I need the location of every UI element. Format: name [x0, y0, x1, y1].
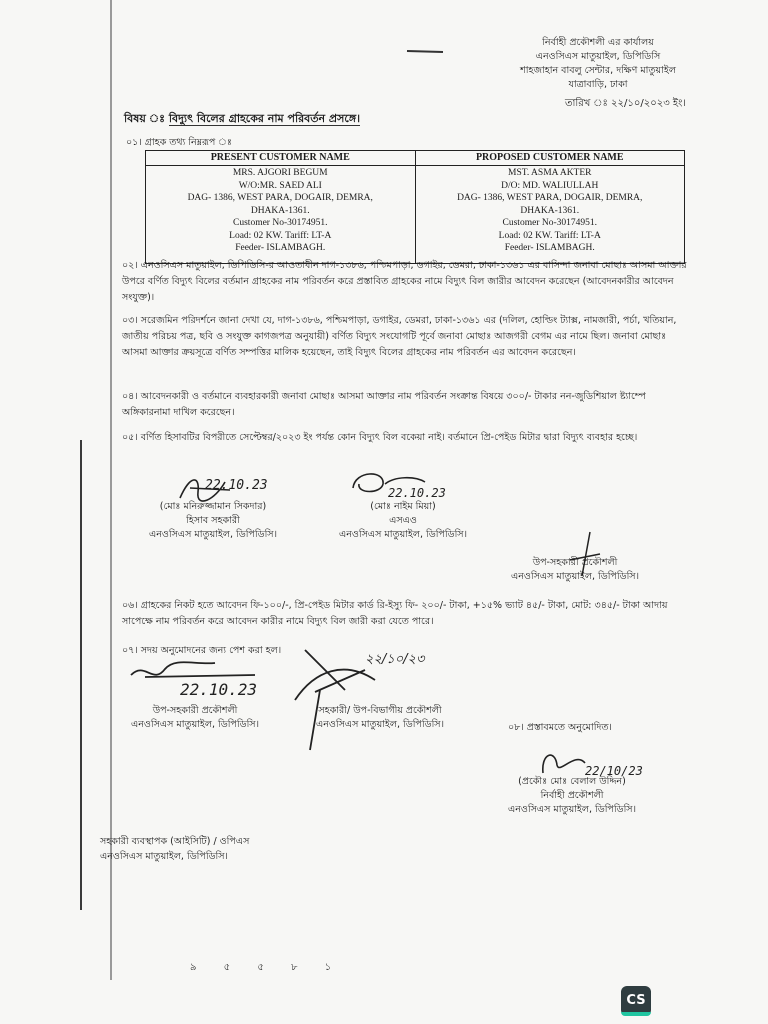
proposed-line: DAG- 1386, WEST PARA, DOGAIR, DEMRA, — [457, 193, 643, 203]
present-customer-cell — [146, 166, 416, 264]
signature-3-title: উপ-সহকারী প্রকৌশলী — [532, 557, 618, 568]
signature-1-date: 22.10.23 — [205, 478, 268, 493]
signature-6-org: এনওসিএস মাতুয়াইল, ডিপিডিসি। — [508, 804, 636, 815]
proposed-line: DHAKA-1361. — [520, 205, 580, 216]
signature-5-title: সহকারী/ উপ-বিভাগীয় প্রকৌশলী — [318, 705, 442, 716]
cc-block — [100, 834, 249, 864]
present-line: Customer No-30174951. — [233, 218, 328, 228]
signature-6-block — [492, 775, 652, 817]
signature-5-org: এনওসিএস মাতুয়াইল, ডিপিডিসি। — [316, 719, 444, 730]
proposed-line: D/O: MD. WALIULLAH — [501, 180, 599, 191]
cc-org: এনওসিএস মাতুয়াইল, ডিপিডিসি। — [100, 851, 228, 862]
signature-2-org: এনওসিএস মাতুয়াইল, ডিপিডিসি। — [339, 529, 467, 540]
proposed-header: PROPOSED CUSTOMER NAME — [415, 151, 685, 166]
left-margin-line — [110, 0, 112, 980]
signature-3-org: এনওসিএস মাতুয়াইল, ডিপিডিসি। — [511, 571, 639, 582]
paragraph-2: ০২। এনওসিএস মাতুয়াইল, ডিপিডিসি-র আওতাধীন দাগ-১৩৮৬, পশ্চিমপাড়া, ডগাইর, ডেমরা, ঢাকা-১৩৬১ এর বাসিন্দা জনাবা মোছাঃ আসমা আক্তার উপরে বর্ণিত বিদ্যুৎ বিলের বর্তমান গ্রাহকের নাম পরিবর্তন করে প্রস্তাবিত গ্রাহকের নামে বিদ্যুৎ বিল জারীর আবেদন করেছেন (আবেদনকারীর আবেদন সংযুক্ত)। — [122, 260, 687, 303]
signature-2-block — [318, 500, 488, 542]
present-line: W/O:MR. SAED ALI — [238, 180, 322, 191]
subject-line — [124, 110, 360, 129]
present-line: Feeder- ISLAMBAGH. — [235, 243, 326, 253]
paragraph-6: ০৬। গ্রাহকের নিকট হতে আবেদন ফি-১০০/-, প্রি-পেইড মিটার কার্ড রি-ইস্যু ফি- ২০০/- টাকা, +১৫% ভ্যাট ৪৫/- টাকা, মোট: ৩৪৫/- টাকা আদায় সাপেক্ষে নাম পরিবর্তন করে আবেদন কারীর নামে বিদ্যুৎ বিল জারী করা যেতে পারে। — [122, 600, 668, 627]
signature-4-title: উপ-সহকারী প্রকৌশলী — [152, 705, 238, 716]
camscanner-badge-icon: CS — [621, 986, 651, 1016]
subject-prefix: বিষয় ঃ — [124, 112, 166, 125]
signature-2-title: এসএও — [389, 515, 417, 526]
signature-5-date: ২২/১০/২৩ — [365, 652, 425, 667]
office-address-1: শাহজাহান বাবলু সেন্টার, দক্ষিণ মাতুয়াইল — [520, 65, 676, 76]
signature-4-org: এনওসিএস মাতুয়াইল, ডিপিডিসি। — [131, 719, 259, 730]
item-1-label: ০১। গ্রাহক তথ্য নিম্নরূপ ঃ — [126, 137, 232, 148]
signature-1-title: হিসাব সহকারী — [186, 515, 240, 526]
signature-4-block — [110, 704, 280, 732]
signature-1-block — [128, 500, 298, 542]
cc-title: সহকারী ব্যবস্থাপক (আইসিটি) / ওপিএস — [100, 836, 250, 847]
paragraph-7: ০৭। সদয় অনুমোদনের জন্য পেশ করা হল। — [122, 645, 282, 656]
signature-3-block — [490, 556, 660, 584]
paragraph-3: ০৩। সরেজমিন পরিদর্শনে জানা দেখা যে, দাগ-১৩৮৬, পশ্চিমপাড়া, ডগাইর, ডেমরা, ঢাকা-১৩৬১ এর (দলিল, হোল্ডিং ট্যাক্স, নামজারী, পর্চা, খতিয়ান, জাতীয় পরিচয় পত্র, ছবি ও সংযুক্ত কাগজপত্র অনুযায়ী) বর্ণিত বিদ্যুৎ সংযোগটি পূর্বে জনাবা মোছাঃ আজগরী বেগম এর নামে ছিল। জনাবা মোছাঃ আসমা আক্তার ক্রয়সূত্রে বর্ণিত সম্পত্তির মালিক হয়েছেন, তাই বিদ্যুৎ বিলের গ্রাহকের নাম পরিবর্তন এর আবেদন করেছেন। — [122, 315, 677, 358]
pen-mark-icon — [405, 46, 445, 56]
present-line: Load: 02 KW. Tariff: LT-A — [229, 230, 332, 241]
proposed-line: Customer No-30174951. — [502, 218, 597, 228]
present-header: PRESENT CUSTOMER NAME — [146, 151, 416, 166]
proposed-line: Feeder- ISLAMBAGH. — [504, 243, 595, 253]
camscanner-badge-bar — [621, 1012, 651, 1016]
signature-6-name: (প্রকৌঃ মোঃ বেলাল উদ্দিন) — [518, 776, 626, 787]
signature-2-date: 22.10.23 — [388, 486, 446, 500]
present-line: DAG- 1386, WEST PARA, DOGAIR, DEMRA, — [187, 193, 373, 203]
paragraph-8: ০৮। প্রস্তাবমতে অনুমোদিত। — [508, 722, 612, 733]
subject-text: বিদ্যুৎ বিলের গ্রাহকের নাম পরিবর্তন প্রসঙ্গে। — [168, 112, 361, 125]
letter-date: তারিখ ঃ ২২/১০/২০২৩ ইং। — [565, 98, 686, 109]
signature-1-name: (মোঃ মনিরুজ্জামান সিকদার) — [159, 501, 267, 512]
present-line: DHAKA-1361. — [250, 205, 310, 216]
left-margin-line-lower — [80, 440, 82, 910]
proposed-line: Load: 02 KW. Tariff: LT-A — [498, 230, 601, 241]
footer-marks: ৯ ৫ ৫ ৮ ১ — [190, 962, 344, 973]
proposed-line: MST. ASMA AKTER — [508, 168, 592, 178]
office-header — [498, 36, 698, 92]
proposed-customer-cell — [415, 166, 685, 264]
signature-5-block — [290, 704, 470, 732]
signature-1-org: এনওসিএস মাতুয়াইল, ডিপিডিসি। — [149, 529, 277, 540]
present-line: MRS. AJGORI BEGUM — [232, 168, 328, 178]
office-name: নির্বাহী প্রকৌশলী এর কার্যালয় — [542, 37, 654, 48]
customer-table — [145, 150, 685, 264]
signature-6-date: 22/10/23 — [585, 764, 643, 778]
signature-2-name: (মোঃ নাইম মিয়া) — [370, 501, 436, 512]
office-division: এনওসিএস মাতুয়াইল, ডিপিডিসি — [535, 51, 661, 62]
office-address-2: যাত্রাবাড়ি, ঢাকা — [568, 79, 628, 90]
signature-4-date: 22.10.23 — [180, 680, 258, 699]
signature-6-title: নির্বাহী প্রকৌশলী — [540, 790, 604, 801]
paragraph-5: ০৫। বর্ণিত হিসাবটির বিপরীতে সেপ্টেম্বর/২০২৩ ইং পর্যন্ত কোন বিদ্যুৎ বিল বকেয়া নাই। বর্তমানে প্রি-পেইড মিটার দ্বারা বিদ্যুৎ ব্যবহার হচ্ছে। — [122, 432, 638, 443]
paragraph-4: ০৪। আবেদনকারী ও বর্তমানে ব্যবহারকারী জনাবা মোছাঃ আসমা আক্তার নাম পরিবর্তন সংক্রান্ত বিষয়ে ৩০০/- টাকার নন-জুডিশিয়াল ষ্ট্যাম্পে অঙ্গিকারনামা দাখিল করেছেন। — [122, 391, 646, 418]
